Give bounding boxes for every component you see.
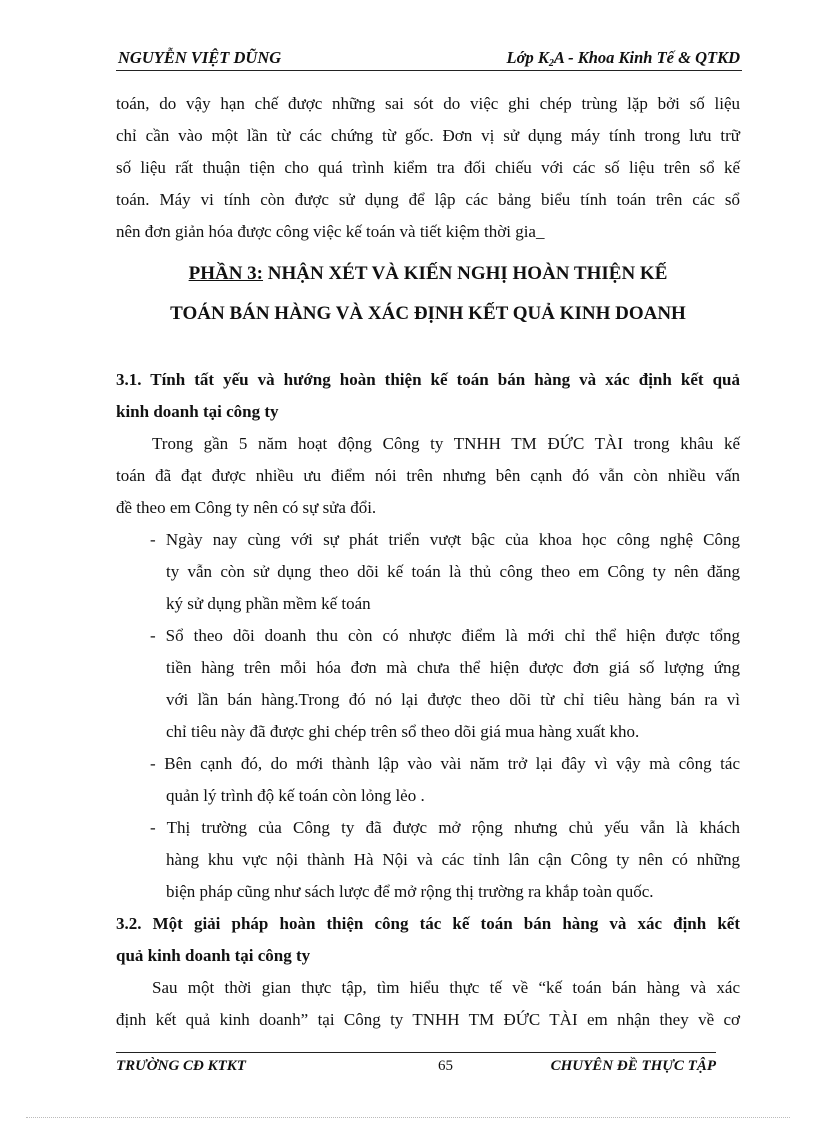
section-3-2-heading-line-2: quả kinh doanh tại công ty bbox=[116, 946, 311, 965]
page-header bbox=[116, 46, 742, 71]
section-3-2-para-line: định kết quả kinh doanh” tại Công ty TNHH TM ĐỨC TÀI em nhận they về cơ bbox=[116, 1010, 740, 1029]
section-3-1 bbox=[116, 364, 740, 908]
bullet-line: ký sử dụng phần mềm kế toán bbox=[166, 594, 371, 613]
bullet-line: - Sổ theo dõi doanh thu còn có nhược điểm là mới chỉ thể hiện được tổng bbox=[150, 626, 740, 645]
section-3-1-heading-line-1: 3.1. Tính tất yếu và hướng hoàn thiện kế toán bán hàng và xác định kết quả bbox=[116, 370, 740, 389]
page-footer bbox=[116, 1052, 716, 1079]
section-3-1-para-line: Trong gần 5 năm hoạt động Công ty TNHH TM ĐỨC TÀI trong khâu kế bbox=[152, 434, 740, 453]
bullet-item bbox=[116, 748, 740, 812]
part-title-prefix: PHẦN 3: bbox=[188, 263, 264, 284]
header-class-subscript: 2 bbox=[548, 58, 554, 69]
bullet-line: - Thị trường của Công ty đã được mở rộng nhưng chủ yếu vẫn là khách bbox=[150, 818, 740, 837]
document-body bbox=[116, 88, 740, 1036]
intro-line: toán, do vậy hạn chế được những sai sót do việc ghi chép trùng lặp bởi số liệu bbox=[116, 94, 740, 113]
bullet-line: biện pháp cũng như sách lược để mở rộng thị trường ra khắp toàn quốc. bbox=[166, 882, 654, 901]
bullet-line: chỉ tiêu này đã được ghi chép trên sổ theo dõi giá mua hàng xuất kho. bbox=[166, 722, 640, 741]
intro-line: nên đơn giản hóa được công việc kế toán và tiết kiệm thời gia_ bbox=[116, 222, 545, 241]
footer-doc-type: CHUYÊN ĐỀ THỰC TẬP bbox=[550, 1058, 716, 1074]
spacer bbox=[116, 334, 740, 364]
part-title-line-2: TOÁN BÁN HÀNG VÀ XÁC ĐỊNH KẾT QUẢ KINH DOANH bbox=[170, 303, 686, 324]
bottom-dotted-rule bbox=[26, 1117, 790, 1118]
section-3-2-heading-line-1: 3.2. Một giải pháp hoàn thiện công tác kế toán bán hàng và xác định kết bbox=[116, 914, 740, 933]
bullet-line: tiền hàng trên mỗi hóa đơn mà chưa thể hiện được đơn giá số lượng ứng bbox=[166, 658, 740, 677]
intro-line: toán. Máy vi tính còn được sử dụng để lập các bảng biểu tính toán trên các sổ bbox=[116, 190, 740, 209]
header-class-suffix: A - Khoa Kinh Tế & QTKD bbox=[553, 48, 740, 67]
bullet-item bbox=[116, 620, 740, 748]
part-title-line-1 bbox=[116, 254, 740, 294]
section-3-2 bbox=[116, 908, 740, 1036]
header-author: NGUYỄN VIỆT DŨNG bbox=[118, 48, 282, 67]
bullet-line: hàng khu vực nội thành Hà Nội và các tỉnh lân cận Công ty nên có những bbox=[166, 850, 740, 869]
bullet-line: ty vẫn còn sử dụng theo dõi kế toán là thủ công theo em Công ty nên đăng bbox=[166, 562, 740, 581]
bullet-line: quản lý trình độ kế toán còn lỏng lẻo . bbox=[166, 786, 425, 805]
intro-paragraph bbox=[116, 88, 740, 248]
section-3-2-para-line: Sau một thời gian thực tập, tìm hiểu thực tế về “kế toán bán hàng và xác bbox=[152, 978, 740, 997]
part-title-line1-rest: NHẬN XÉT VÀ KIẾN NGHỊ HOÀN THIỆN KẾ bbox=[263, 263, 668, 284]
footer-school: TRƯỜNG CĐ KTKT bbox=[116, 1058, 246, 1074]
header-class bbox=[507, 48, 740, 69]
footer-page-number: 65 bbox=[438, 1058, 453, 1074]
intro-line: chỉ cần vào một lần từ các chứng từ gốc. Đơn vị sử dụng máy tính trong lưu trữ bbox=[116, 126, 740, 145]
section-3-1-heading-line-2: kinh doanh tại công ty bbox=[116, 402, 279, 421]
bullet-line: - Ngày nay cùng với sự phát triển vượt bậc của khoa học công nghệ Công bbox=[150, 530, 740, 549]
bullet-item bbox=[116, 812, 740, 908]
section-3-1-para-line: toán đã đạt được nhiều ưu điểm nói trên nhưng bên cạnh đó vẫn còn nhiều vấn bbox=[116, 466, 740, 485]
bullet-item bbox=[116, 524, 740, 620]
bullet-line: với lần bán hàng.Trong đó nó lại được theo dõi từ chỉ tiêu hàng bán ra vì bbox=[166, 690, 740, 709]
section-3-1-para-line: đề theo em Công ty nên có sự sửa đổi. bbox=[116, 498, 377, 517]
bullet-line: - Bên cạnh đó, do mới thành lập vào vài năm trở lại đây vì vậy mà công tác bbox=[150, 754, 740, 773]
header-class-prefix: Lớp K bbox=[506, 48, 549, 67]
part-title bbox=[116, 254, 740, 334]
intro-line: số liệu rất thuận tiện cho quá trình kiểm tra đối chiếu với các số liệu trên sổ kế bbox=[116, 158, 740, 177]
